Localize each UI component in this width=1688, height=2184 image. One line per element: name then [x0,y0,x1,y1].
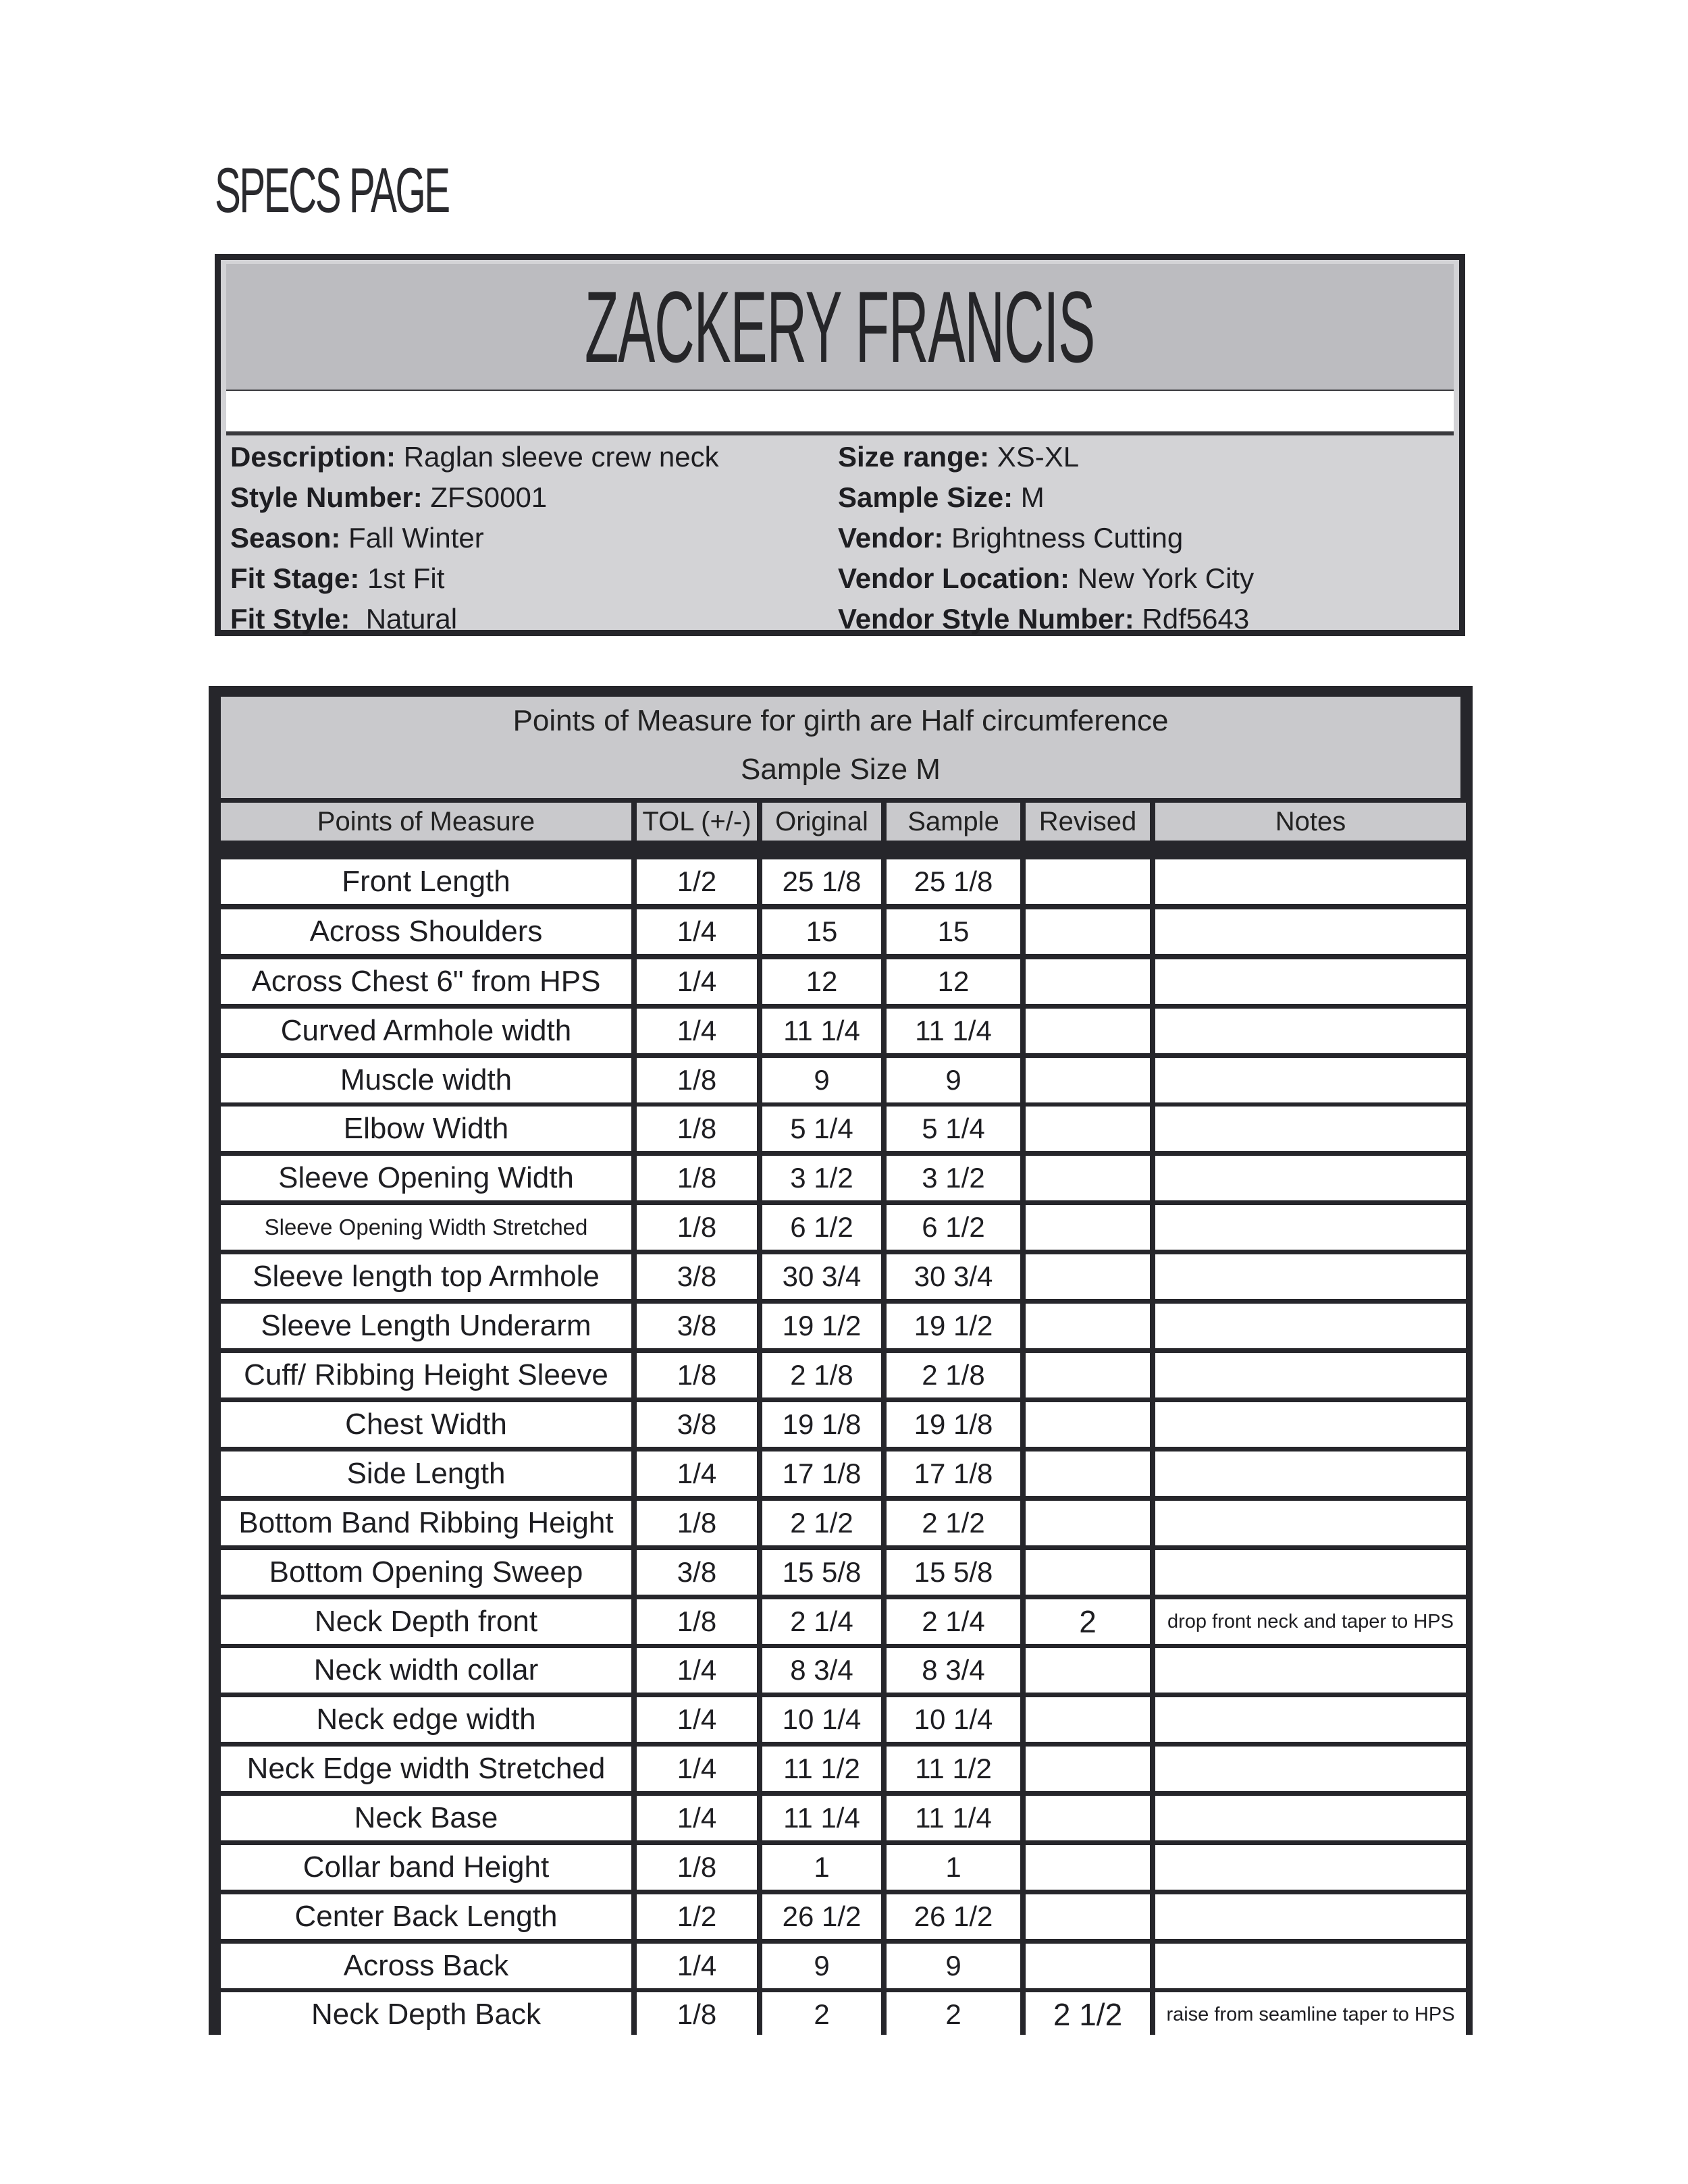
original-cell: 2 [762,1992,881,2037]
revised-cell [1026,1501,1150,1545]
original-cell: 6 1/2 [762,1205,881,1250]
tol-cell: 1/8 [637,1205,757,1250]
style-info-row [230,599,719,639]
tol-cell: 1/8 [637,1058,757,1102]
tol-cell: 1/4 [637,1648,757,1693]
brand-name: ZACKERY FRANCIS [585,269,1095,383]
table-row [218,859,1463,904]
style-info-label: Fit Style: [230,603,350,635]
revised-cell [1026,1402,1150,1447]
revised-cell [1026,1550,1150,1595]
original-cell: 2 1/8 [762,1353,881,1397]
table-row [218,1599,1463,1644]
notes-cell [1155,1402,1466,1447]
tol-cell: 1/8 [637,1156,757,1200]
original-cell: 2 1/2 [762,1501,881,1545]
table-row [218,1009,1463,1053]
pom-cell: Muscle width [221,1058,631,1102]
revised-cell [1026,1451,1150,1496]
vendor-info-label: Vendor Location: [838,562,1070,594]
original-cell: 11 1/2 [762,1747,881,1791]
header-original: Original [762,803,881,841]
style-info-row [230,558,719,599]
table-row [218,1058,1463,1102]
tol-cell: 1/4 [637,959,757,1004]
vendor-info-value: Brightness Cutting [943,522,1184,554]
style-info-value: Raglan sleeve crew neck [396,441,719,473]
header-points-of-measure: Points of Measure [221,803,631,841]
tol-cell: 1/4 [637,1944,757,1988]
table-row [218,1648,1463,1693]
original-cell: 9 [762,1058,881,1102]
table-row [218,909,1463,954]
tol-cell: 1/8 [637,1501,757,1545]
revised-cell [1026,959,1150,1004]
notes-cell [1155,1156,1466,1200]
original-cell: 19 1/8 [762,1402,881,1447]
tol-cell: 3/8 [637,1304,757,1348]
pom-cell: Side Length [221,1451,631,1496]
original-cell: 30 3/4 [762,1254,881,1299]
tol-cell: 1/8 [637,1599,757,1644]
table-row [218,1697,1463,1742]
revised-cell [1026,1156,1150,1200]
original-cell: 15 [762,909,881,954]
original-cell: 26 1/2 [762,1894,881,1939]
notes-cell [1155,1944,1466,1988]
revised-cell [1026,1058,1150,1102]
style-info-right [838,437,1254,639]
notes-cell [1155,1107,1466,1151]
tol-cell: 1/4 [637,1009,757,1053]
sample-cell: 2 1/8 [887,1353,1020,1397]
pom-cell: Collar band Height [221,1845,631,1890]
pom-cell: Curved Armhole width [221,1009,631,1053]
tol-cell: 3/8 [637,1550,757,1595]
sample-cell: 5 1/4 [887,1107,1020,1151]
sample-cell: 26 1/2 [887,1894,1020,1939]
sample-cell: 8 3/4 [887,1648,1020,1693]
header-notes: Notes [1155,803,1466,841]
vendor-info-label: Vendor Style Number: [838,603,1134,635]
revised-cell [1026,1894,1150,1939]
sample-cell: 2 1/4 [887,1599,1020,1644]
caption-girth-note: Points of Measure for girth are Half circumference [512,704,1169,737]
sample-cell: 15 5/8 [887,1550,1020,1595]
style-info-value: 1st Fit [359,562,445,594]
table-row [218,1353,1463,1397]
pom-cell: Sleeve Opening Width [221,1156,631,1200]
pom-cell: Bottom Band Ribbing Height [221,1501,631,1545]
original-cell: 8 3/4 [762,1648,881,1693]
notes-cell [1155,1058,1466,1102]
table-row [218,1304,1463,1348]
table-row [218,1451,1463,1496]
style-header-box [215,254,1465,636]
vendor-info-label: Vendor: [838,522,944,554]
table-row [218,1796,1463,1840]
notes-cell: raise from seamline taper to HPS [1155,1992,1466,2037]
revised-cell [1026,859,1150,904]
original-cell: 12 [762,959,881,1004]
pom-cell: Elbow Width [221,1107,631,1151]
style-info-label: Season: [230,522,341,554]
table-row [218,1501,1463,1545]
notes-cell [1155,1894,1466,1939]
sample-cell: 25 1/8 [887,859,1020,904]
notes-cell [1155,1796,1466,1840]
table-row [218,1205,1463,1250]
style-info-label: Description: [230,441,396,473]
notes-cell [1155,909,1466,954]
vendor-info-row [838,477,1254,518]
sample-cell: 9 [887,1058,1020,1102]
revised-cell [1026,1009,1150,1053]
measurement-table [209,686,1473,2035]
original-cell: 3 1/2 [762,1156,881,1200]
tol-cell: 1/4 [637,1747,757,1791]
table-row [218,1550,1463,1595]
tol-cell: 1/2 [637,859,757,904]
header-sample: Sample [887,803,1020,841]
pom-cell: Neck Depth front [221,1599,631,1644]
caption-sample-size: Sample Size M [741,753,941,786]
revised-cell [1026,1254,1150,1299]
table-row [218,1402,1463,1447]
revised-cell [1026,1697,1150,1742]
notes-cell [1155,1501,1466,1545]
style-info-value: Natural [350,603,458,635]
sample-cell: 1 [887,1845,1020,1890]
tol-cell: 1/4 [637,1451,757,1496]
revised-cell [1026,1205,1150,1250]
notes-cell [1155,1697,1466,1742]
pom-cell: Across Back [221,1944,631,1988]
sample-cell: 3 1/2 [887,1156,1020,1200]
sample-cell: 9 [887,1944,1020,1988]
sample-cell: 10 1/4 [887,1697,1020,1742]
revised-cell [1026,1747,1150,1791]
pom-cell: Across Chest 6" from HPS [221,959,631,1004]
table-header-row [218,803,1463,841]
revised-cell [1026,1648,1150,1693]
original-cell: 11 1/4 [762,1009,881,1053]
table-row [218,1254,1463,1299]
page-title: SPECS PAGE [215,155,449,225]
pom-cell: Neck width collar [221,1648,631,1693]
notes-cell [1155,1205,1466,1250]
tol-cell: 3/8 [637,1402,757,1447]
notes-cell [1155,959,1466,1004]
style-info-row [230,437,719,477]
notes-cell [1155,1009,1466,1053]
style-info-value: Fall Winter [340,522,484,554]
notes-cell [1155,1747,1466,1791]
original-cell: 11 1/4 [762,1796,881,1840]
vendor-info-value: Rdf5643 [1134,603,1250,635]
table-caption [221,697,1460,798]
pom-cell: Neck edge width [221,1697,631,1742]
notes-cell [1155,1550,1466,1595]
original-cell: 17 1/8 [762,1451,881,1496]
table-row [218,1845,1463,1890]
pom-cell: Neck Depth Back [221,1992,631,2037]
original-cell: 9 [762,1944,881,1988]
pom-cell: Front Length [221,859,631,904]
table-row [218,959,1463,1004]
notes-cell: drop front neck and taper to HPS [1155,1599,1466,1644]
pom-cell: Bottom Opening Sweep [221,1550,631,1595]
style-info-label: Style Number: [230,481,423,513]
sample-cell: 17 1/8 [887,1451,1020,1496]
vendor-info-row [838,558,1254,599]
style-info-value: ZFS0001 [422,481,548,513]
notes-cell [1155,1304,1466,1348]
table-row [218,1156,1463,1200]
sample-cell: 30 3/4 [887,1254,1020,1299]
table-row [218,1894,1463,1939]
vendor-info-value: XS-XL [989,441,1080,473]
tol-cell: 1/2 [637,1894,757,1939]
pom-cell: Neck Base [221,1796,631,1840]
original-cell: 1 [762,1845,881,1890]
original-cell: 25 1/8 [762,859,881,904]
revised-cell [1026,1353,1150,1397]
table-row [218,1747,1463,1791]
pom-cell: Center Back Length [221,1894,631,1939]
revised-cell [1026,1796,1150,1840]
header-tolerance: TOL (+/-) [637,803,757,841]
vendor-info-value: New York City [1070,562,1255,594]
sample-cell: 19 1/8 [887,1402,1020,1447]
pom-cell: Sleeve length top Armhole [221,1254,631,1299]
notes-cell [1155,859,1466,904]
sample-cell: 2 [887,1992,1020,2037]
table-row [218,1944,1463,1988]
style-info-row [230,518,719,558]
sample-cell: 12 [887,959,1020,1004]
pom-cell: Chest Width [221,1402,631,1447]
sample-cell: 11 1/4 [887,1009,1020,1053]
vendor-info-value: M [1013,481,1045,513]
revised-cell [1026,1845,1150,1890]
tol-cell: 1/8 [637,1107,757,1151]
vendor-info-row [838,437,1254,477]
notes-cell [1155,1451,1466,1496]
notes-cell [1155,1648,1466,1693]
notes-cell [1155,1845,1466,1890]
vendor-info-row [838,518,1254,558]
blank-strip [226,391,1454,435]
notes-cell [1155,1353,1466,1397]
pom-cell: Sleeve Opening Width Stretched [221,1205,631,1250]
sample-cell: 19 1/2 [887,1304,1020,1348]
table-row [218,1107,1463,1151]
tol-cell: 1/8 [637,1992,757,2037]
sample-cell: 15 [887,909,1020,954]
sample-cell: 11 1/4 [887,1796,1020,1840]
notes-cell [1155,1254,1466,1299]
tol-cell: 1/4 [637,1697,757,1742]
tol-cell: 3/8 [637,1254,757,1299]
pom-cell: Sleeve Length Underarm [221,1304,631,1348]
tol-cell: 1/8 [637,1845,757,1890]
original-cell: 19 1/2 [762,1304,881,1348]
table-row [218,1992,1463,2037]
vendor-info-label: Sample Size: [838,481,1013,513]
revised-cell [1026,1107,1150,1151]
original-cell: 10 1/4 [762,1697,881,1742]
sample-cell: 11 1/2 [887,1747,1020,1791]
style-info-label: Fit Stage: [230,562,360,594]
vendor-info-row [838,599,1254,639]
revised-cell [1026,909,1150,954]
original-cell: 5 1/4 [762,1107,881,1151]
sample-cell: 6 1/2 [887,1205,1020,1250]
tol-cell: 1/4 [637,909,757,954]
original-cell: 15 5/8 [762,1550,881,1595]
vendor-info-label: Size range: [838,441,990,473]
sample-cell: 2 1/2 [887,1501,1020,1545]
revised-cell [1026,1304,1150,1348]
pom-cell: Across Shoulders [221,909,631,954]
tol-cell: 1/8 [637,1353,757,1397]
revised-cell [1026,1944,1150,1988]
original-cell: 2 1/4 [762,1599,881,1644]
revised-cell: 2 1/2 [1026,1992,1150,2037]
revised-cell: 2 [1026,1599,1150,1644]
header-revised: Revised [1026,803,1150,841]
pom-cell: Cuff/ Ribbing Height Sleeve [221,1353,631,1397]
tol-cell: 1/4 [637,1796,757,1840]
style-info-left [230,437,719,639]
measurement-grid [218,797,1463,2032]
style-info-row [230,477,719,518]
pom-cell: Neck Edge width Stretched [221,1747,631,1791]
brand-band [226,264,1454,394]
